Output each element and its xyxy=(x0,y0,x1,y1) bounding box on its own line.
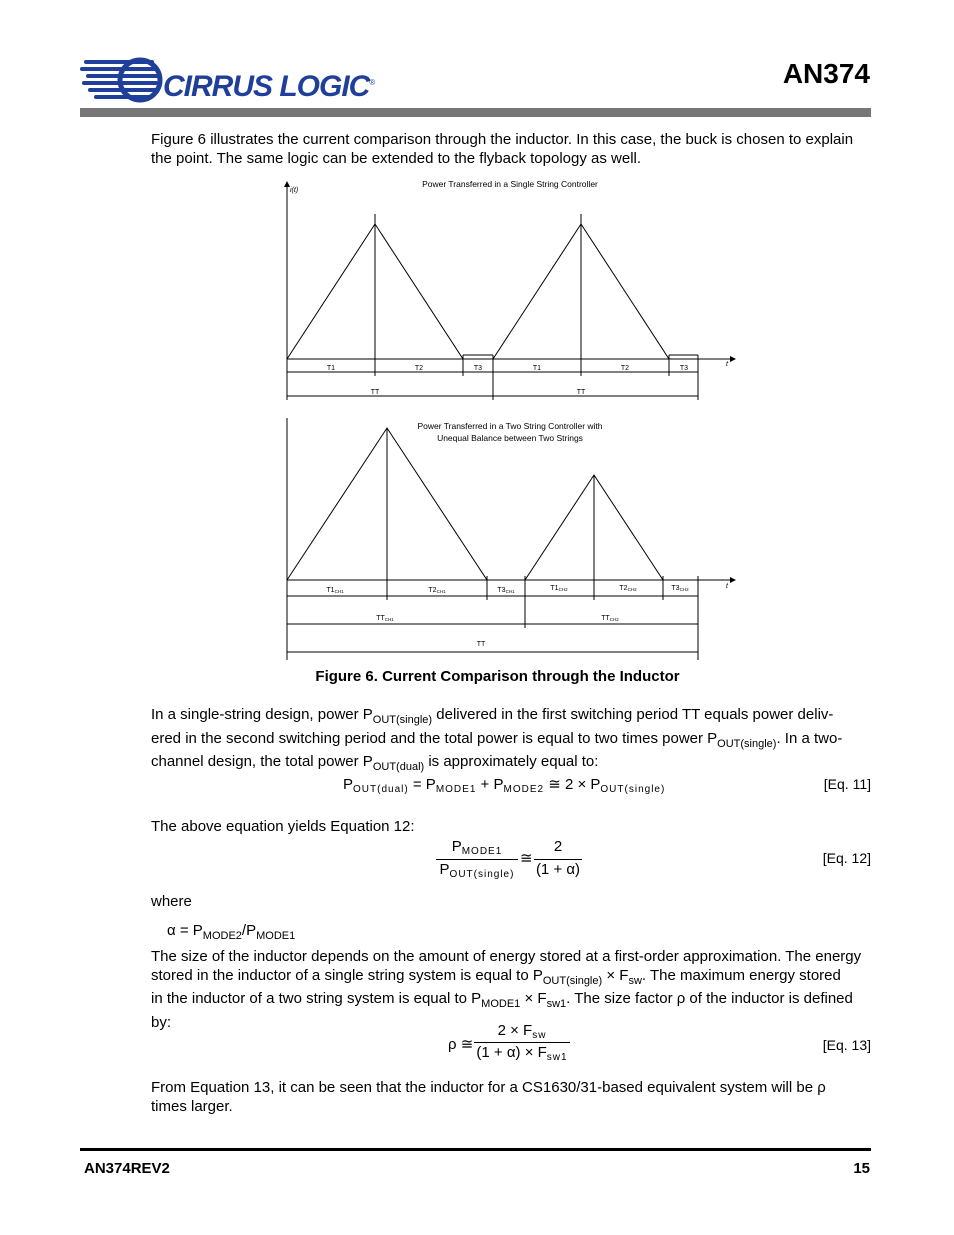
footer-page-number: 15 xyxy=(853,1160,870,1177)
top-t-label: t xyxy=(726,361,728,368)
equation-12-number: [Eq. 12] xyxy=(822,850,871,866)
top-seg-4: T1 xyxy=(532,365,542,372)
top-seg-3: T3 xyxy=(473,365,483,372)
intro-line-1: Figure 6 illustrates the current comparison through the inductor. In this case, the buck is chosen to explain xyxy=(151,131,854,148)
top-seg-6: T3 xyxy=(679,365,689,372)
bottom-seg-3: T3CH1 xyxy=(497,587,515,594)
para4-line-3: in the inductor of a two string system is equal to $P_{MODE1} \times F_{sw1}$. The size factor ρ of the inductor is defined xyxy=(151,990,853,1010)
para2-line-1: In a single-string design, power $P_{OUT(single)}$ delivered in the first switching period TT equals power deliv- xyxy=(151,706,834,726)
figure-6-diagram xyxy=(255,170,755,670)
top-waveform xyxy=(287,224,698,359)
para4-line-1: The size of the inductor depends on the amount of energy stored at a first-order approximation. The energy xyxy=(151,948,862,965)
bottom-seg-6: T3CH2 xyxy=(671,585,689,592)
paragraph-inductor-size xyxy=(151,948,871,1032)
figure-caption: Figure 6. Current Comparison through the Inductor xyxy=(315,668,680,685)
top-tt-2: TT xyxy=(576,389,586,396)
document-id: AN374 xyxy=(782,58,870,89)
equation-13-number: [Eq. 13] xyxy=(822,1037,871,1053)
equation-11: $P_{OUT(dual)} = P_{MODE1} + P_{MODE2}$ ≅ $2 \times P_{OUT(single)}$ xyxy=(343,776,666,795)
intro-paragraph xyxy=(151,131,871,168)
eq12-rhs-den: (1 + α) xyxy=(535,861,581,878)
top-seg-2: T2 xyxy=(414,365,424,372)
para2-line-3: channel design, the total power $P_{OUT(dual)}$ is approximately equal to: xyxy=(151,753,599,773)
top-seg-5: T2 xyxy=(620,365,630,372)
top-seg-1: T1 xyxy=(326,365,336,372)
alpha-definition: $\alpha = P_{MODE2}/P_{MODE1}$ xyxy=(167,922,296,942)
bottom-seg-1: T1CH1 xyxy=(326,587,344,594)
bottom-seg-5: T2CH2 xyxy=(619,585,637,592)
eq13-numerator: $2 \times F_{sw}$ xyxy=(497,1022,547,1041)
equation-13 xyxy=(448,1022,578,1068)
eq12-rhs-num: 2 xyxy=(553,838,563,855)
bottom-tt-ch1: TTCH1 xyxy=(376,615,394,622)
bottom-t-label: t xyxy=(726,583,728,590)
paragraph-eq12-intro: The above equation yields Equation 12: xyxy=(151,818,415,835)
eq13-lhs: ρ ≅ xyxy=(448,1036,474,1053)
bottom-tt-ch2: TTCH2 xyxy=(601,615,619,622)
footer-rule xyxy=(80,1148,871,1151)
top-panel-title: Power Transferred in a Single String Controller xyxy=(422,179,598,189)
para5-line-2: times larger. xyxy=(151,1097,233,1115)
eq13-denominator: $(1 + \alpha) \times F_{sw1}$ xyxy=(476,1044,568,1063)
bottom-waveform xyxy=(287,428,698,580)
paragraph-power xyxy=(151,706,871,777)
company-logo-text: CIRRUS LOGIC® xyxy=(163,70,375,103)
top-y-axis-label: i(t) xyxy=(290,187,299,194)
footer-doc-rev: AN374REV2 xyxy=(84,1160,170,1177)
where-label: where xyxy=(151,893,192,910)
eq12-denominator: $P_{OUT(single)}$ xyxy=(439,861,515,880)
para2-line-2: ered in the second switching period and the total power is equal to two times power $P_{OUT(single)}$. In a two- xyxy=(151,729,843,750)
bottom-tt-total: TT xyxy=(476,641,486,648)
para5-line-1: From Equation 13, it can be seen that the inductor for a CS1630/31-based equivalent system will be ρ xyxy=(151,1079,826,1096)
para4-line-4: by: xyxy=(151,1013,172,1031)
intro-line-2: the point. The same logic can be extended to the flyback topology as well. xyxy=(151,149,642,167)
bottom-title-line-2: Unequal Balance between Two Strings xyxy=(437,433,583,443)
eq12-numerator: $P_{MODE1}$ xyxy=(451,838,503,857)
header-rule xyxy=(80,108,871,117)
top-tt-1: TT xyxy=(370,389,380,396)
bottom-seg-4: T1CH2 xyxy=(550,585,568,592)
bottom-title-line-1: Power Transferred in a Two String Controller with xyxy=(417,421,603,431)
equation-12 xyxy=(436,838,596,884)
equation-11-number: [Eq. 11] xyxy=(823,776,871,792)
paragraph-conclusion xyxy=(151,1079,871,1116)
para4-line-2: stored in the inductor of a single string system is equal to $P_{OUT(single)} \times F_{sw}$. The maximum energy stored xyxy=(151,966,841,987)
bottom-seg-2: T2CH1 xyxy=(428,587,446,594)
eq12-approx: ≅ xyxy=(520,850,533,867)
